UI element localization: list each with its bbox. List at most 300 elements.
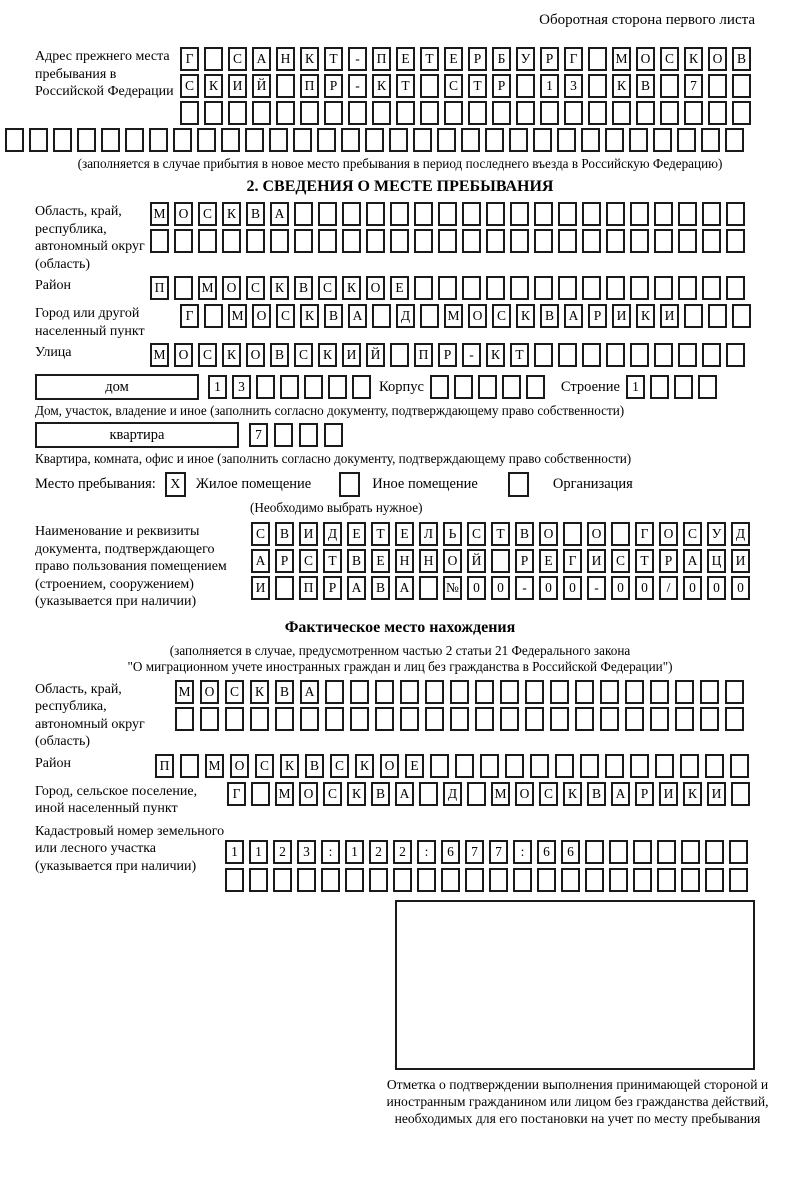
char-cell[interactable] [534, 276, 553, 300]
char-cell[interactable]: И [659, 782, 678, 806]
char-cell[interactable] [366, 229, 385, 253]
char-cell[interactable] [550, 707, 569, 731]
char-cell[interactable]: С [294, 343, 313, 367]
char-cell[interactable] [372, 304, 391, 328]
char-cell[interactable]: В [275, 680, 294, 704]
char-cell[interactable]: Д [396, 304, 415, 328]
char-cell[interactable] [585, 840, 604, 864]
char-cell[interactable]: : [417, 840, 436, 864]
char-cell[interactable]: Е [539, 549, 558, 573]
char-cell[interactable]: О [299, 782, 318, 806]
char-cell[interactable] [509, 128, 528, 152]
char-cell[interactable]: Е [390, 276, 409, 300]
char-cell[interactable] [492, 101, 511, 125]
char-cell[interactable]: 7 [684, 74, 703, 98]
char-cell[interactable] [467, 782, 486, 806]
char-cell[interactable]: А [348, 304, 367, 328]
char-cell[interactable] [414, 229, 433, 253]
char-cell[interactable]: В [540, 304, 559, 328]
char-cell[interactable] [630, 276, 649, 300]
char-cell[interactable]: А [611, 782, 630, 806]
char-cell[interactable]: 2 [369, 840, 388, 864]
char-cell[interactable]: В [275, 522, 294, 546]
char-cell[interactable]: И [299, 522, 318, 546]
char-cell[interactable] [625, 707, 644, 731]
char-cell[interactable] [605, 754, 624, 778]
char-cell[interactable] [726, 276, 745, 300]
char-cell[interactable]: 0 [731, 576, 750, 600]
char-cell[interactable]: С [660, 47, 679, 71]
char-cell[interactable] [325, 707, 344, 731]
char-cell[interactable]: С [180, 74, 199, 98]
char-cell[interactable]: Т [468, 74, 487, 98]
char-cell[interactable]: 0 [635, 576, 654, 600]
char-cell[interactable] [352, 375, 371, 399]
char-cell[interactable] [396, 101, 415, 125]
char-cell[interactable] [700, 680, 719, 704]
char-cell[interactable] [150, 229, 169, 253]
char-cell[interactable] [534, 229, 553, 253]
char-cell[interactable]: К [250, 680, 269, 704]
char-cell[interactable] [702, 343, 721, 367]
char-cell[interactable]: С [276, 304, 295, 328]
char-cell[interactable] [180, 754, 199, 778]
char-cell[interactable] [462, 229, 481, 253]
char-cell[interactable]: И [612, 304, 631, 328]
char-cell[interactable] [486, 276, 505, 300]
char-cell[interactable] [650, 680, 669, 704]
char-cell[interactable] [275, 576, 294, 600]
char-cell[interactable] [660, 101, 679, 125]
char-cell[interactable] [414, 276, 433, 300]
char-cell[interactable]: К [300, 47, 319, 71]
char-cell[interactable] [606, 202, 625, 226]
char-cell[interactable] [198, 229, 217, 253]
char-cell[interactable] [444, 101, 463, 125]
char-cell[interactable] [725, 680, 744, 704]
char-cell[interactable] [462, 202, 481, 226]
char-cell[interactable] [389, 128, 408, 152]
char-cell[interactable]: О [366, 276, 385, 300]
char-cell[interactable]: И [228, 74, 247, 98]
char-cell[interactable]: И [731, 549, 750, 573]
char-cell[interactable] [366, 202, 385, 226]
char-cell[interactable]: 1 [249, 840, 268, 864]
char-cell[interactable] [270, 229, 289, 253]
organization-checkbox[interactable] [508, 472, 529, 497]
char-cell[interactable] [276, 74, 295, 98]
char-cell[interactable] [675, 680, 694, 704]
char-cell[interactable]: Н [419, 549, 438, 573]
char-cell[interactable] [299, 423, 318, 447]
char-cell[interactable] [558, 276, 577, 300]
char-cell[interactable] [678, 202, 697, 226]
char-cell[interactable] [708, 74, 727, 98]
char-cell[interactable] [53, 128, 72, 152]
char-cell[interactable]: Р [540, 47, 559, 71]
char-cell[interactable] [438, 202, 457, 226]
char-cell[interactable] [297, 868, 316, 892]
char-cell[interactable]: Д [731, 522, 750, 546]
char-cell[interactable]: В [587, 782, 606, 806]
char-cell[interactable] [606, 276, 625, 300]
char-cell[interactable] [438, 276, 457, 300]
char-cell[interactable]: В [246, 202, 265, 226]
char-cell[interactable] [342, 229, 361, 253]
char-cell[interactable]: 6 [537, 840, 556, 864]
char-cell[interactable] [534, 202, 553, 226]
char-cell[interactable] [475, 680, 494, 704]
char-cell[interactable] [454, 375, 473, 399]
char-cell[interactable] [609, 840, 628, 864]
char-cell[interactable]: Е [395, 522, 414, 546]
char-cell[interactable] [681, 868, 700, 892]
char-cell[interactable]: Т [371, 522, 390, 546]
char-cell[interactable] [708, 101, 727, 125]
char-cell[interactable] [294, 202, 313, 226]
char-cell[interactable] [390, 202, 409, 226]
char-cell[interactable]: В [515, 522, 534, 546]
char-cell[interactable] [200, 707, 219, 731]
char-cell[interactable] [372, 101, 391, 125]
char-cell[interactable]: О [443, 549, 462, 573]
char-cell[interactable]: П [300, 74, 319, 98]
char-cell[interactable] [221, 128, 240, 152]
char-cell[interactable]: О [200, 680, 219, 704]
char-cell[interactable] [125, 128, 144, 152]
char-cell[interactable] [486, 229, 505, 253]
char-cell[interactable]: 6 [441, 840, 460, 864]
char-cell[interactable] [375, 707, 394, 731]
char-cell[interactable] [245, 128, 264, 152]
char-cell[interactable]: Т [323, 549, 342, 573]
char-cell[interactable] [341, 128, 360, 152]
char-cell[interactable] [491, 549, 510, 573]
char-cell[interactable]: Д [443, 782, 462, 806]
char-cell[interactable]: 3 [564, 74, 583, 98]
char-cell[interactable]: 2 [393, 840, 412, 864]
char-cell[interactable]: С [683, 522, 702, 546]
char-cell[interactable] [251, 782, 270, 806]
char-cell[interactable] [5, 128, 24, 152]
char-cell[interactable] [293, 128, 312, 152]
char-cell[interactable] [633, 840, 652, 864]
char-cell[interactable] [274, 423, 293, 447]
char-cell[interactable]: 0 [491, 576, 510, 600]
char-cell[interactable] [681, 840, 700, 864]
char-cell[interactable]: В [371, 576, 390, 600]
char-cell[interactable]: Р [635, 782, 654, 806]
char-cell[interactable]: К [516, 304, 535, 328]
char-cell[interactable]: 1 [208, 375, 227, 399]
char-cell[interactable]: К [372, 74, 391, 98]
char-cell[interactable] [654, 343, 673, 367]
char-cell[interactable] [478, 375, 497, 399]
char-cell[interactable]: В [732, 47, 751, 71]
char-cell[interactable] [657, 868, 676, 892]
char-cell[interactable] [600, 680, 619, 704]
char-cell[interactable] [702, 229, 721, 253]
char-cell[interactable] [174, 276, 193, 300]
char-cell[interactable]: К [355, 754, 374, 778]
char-cell[interactable]: С [198, 202, 217, 226]
char-cell[interactable]: Г [227, 782, 246, 806]
char-cell[interactable] [430, 375, 449, 399]
char-cell[interactable]: Р [324, 74, 343, 98]
char-cell[interactable]: С [611, 549, 630, 573]
char-cell[interactable]: 7 [489, 840, 508, 864]
char-cell[interactable] [513, 868, 532, 892]
char-cell[interactable] [609, 868, 628, 892]
char-cell[interactable] [705, 868, 724, 892]
char-cell[interactable] [654, 229, 673, 253]
char-cell[interactable] [540, 101, 559, 125]
char-cell[interactable]: И [660, 304, 679, 328]
char-cell[interactable] [256, 375, 275, 399]
char-cell[interactable]: 1 [540, 74, 559, 98]
char-cell[interactable] [249, 868, 268, 892]
char-cell[interactable] [732, 304, 751, 328]
char-cell[interactable]: С [255, 754, 274, 778]
char-cell[interactable]: М [275, 782, 294, 806]
char-cell[interactable] [420, 74, 439, 98]
char-cell[interactable]: 6 [561, 840, 580, 864]
char-cell[interactable] [684, 304, 703, 328]
house-type-box[interactable]: дом [35, 374, 199, 400]
char-cell[interactable]: К [683, 782, 702, 806]
char-cell[interactable] [348, 101, 367, 125]
char-cell[interactable] [250, 707, 269, 731]
char-cell[interactable] [29, 128, 48, 152]
char-cell[interactable]: Р [468, 47, 487, 71]
char-cell[interactable] [300, 101, 319, 125]
char-cell[interactable] [390, 229, 409, 253]
char-cell[interactable]: О [174, 343, 193, 367]
char-cell[interactable]: М [612, 47, 631, 71]
char-cell[interactable] [564, 101, 583, 125]
char-cell[interactable]: Й [252, 74, 271, 98]
char-cell[interactable] [400, 680, 419, 704]
char-cell[interactable]: У [516, 47, 535, 71]
char-cell[interactable] [705, 840, 724, 864]
char-cell[interactable] [342, 202, 361, 226]
char-cell[interactable]: № [443, 576, 462, 600]
char-cell[interactable]: П [299, 576, 318, 600]
char-cell[interactable] [375, 680, 394, 704]
char-cell[interactable]: Н [276, 47, 295, 71]
char-cell[interactable] [425, 680, 444, 704]
char-cell[interactable] [365, 128, 384, 152]
char-cell[interactable] [698, 375, 717, 399]
char-cell[interactable]: П [150, 276, 169, 300]
other-premises-checkbox[interactable] [339, 472, 360, 497]
char-cell[interactable]: Р [588, 304, 607, 328]
char-cell[interactable]: 3 [232, 375, 251, 399]
char-cell[interactable] [318, 202, 337, 226]
char-cell[interactable] [304, 375, 323, 399]
apartment-type-box[interactable]: квартира [35, 422, 239, 448]
char-cell[interactable]: М [150, 343, 169, 367]
char-cell[interactable]: Е [396, 47, 415, 71]
char-cell[interactable]: О [587, 522, 606, 546]
char-cell[interactable] [588, 101, 607, 125]
char-cell[interactable]: - [515, 576, 534, 600]
char-cell[interactable]: К [222, 202, 241, 226]
char-cell[interactable] [588, 74, 607, 98]
char-cell[interactable]: Т [396, 74, 415, 98]
char-cell[interactable] [660, 74, 679, 98]
char-cell[interactable]: Г [180, 304, 199, 328]
char-cell[interactable] [633, 868, 652, 892]
char-cell[interactable] [582, 343, 601, 367]
char-cell[interactable] [625, 680, 644, 704]
char-cell[interactable]: О [174, 202, 193, 226]
char-cell[interactable]: В [347, 549, 366, 573]
char-cell[interactable] [678, 229, 697, 253]
char-cell[interactable] [558, 343, 577, 367]
char-cell[interactable]: С [539, 782, 558, 806]
char-cell[interactable]: 1 [626, 375, 645, 399]
char-cell[interactable]: А [683, 549, 702, 573]
char-cell[interactable]: / [659, 576, 678, 600]
char-cell[interactable] [149, 128, 168, 152]
char-cell[interactable] [280, 375, 299, 399]
char-cell[interactable] [731, 782, 750, 806]
char-cell[interactable]: А [300, 680, 319, 704]
char-cell[interactable] [450, 707, 469, 731]
char-cell[interactable]: К [280, 754, 299, 778]
char-cell[interactable] [485, 128, 504, 152]
char-cell[interactable] [558, 229, 577, 253]
char-cell[interactable]: - [587, 576, 606, 600]
char-cell[interactable] [675, 707, 694, 731]
char-cell[interactable] [526, 375, 545, 399]
char-cell[interactable] [650, 707, 669, 731]
char-cell[interactable]: М [150, 202, 169, 226]
char-cell[interactable] [533, 128, 552, 152]
char-cell[interactable] [420, 304, 439, 328]
char-cell[interactable] [730, 754, 749, 778]
char-cell[interactable]: В [324, 304, 343, 328]
char-cell[interactable]: С [198, 343, 217, 367]
char-cell[interactable]: О [252, 304, 271, 328]
char-cell[interactable]: О [246, 343, 265, 367]
char-cell[interactable] [228, 101, 247, 125]
char-cell[interactable]: Т [324, 47, 343, 71]
char-cell[interactable] [588, 47, 607, 71]
char-cell[interactable] [558, 202, 577, 226]
char-cell[interactable] [678, 343, 697, 367]
char-cell[interactable] [555, 754, 574, 778]
char-cell[interactable] [393, 868, 412, 892]
char-cell[interactable] [582, 276, 601, 300]
char-cell[interactable] [732, 74, 751, 98]
char-cell[interactable]: К [204, 74, 223, 98]
char-cell[interactable] [324, 101, 343, 125]
char-cell[interactable]: Г [564, 47, 583, 71]
char-cell[interactable] [636, 101, 655, 125]
char-cell[interactable]: 3 [297, 840, 316, 864]
char-cell[interactable] [575, 707, 594, 731]
char-cell[interactable]: К [222, 343, 241, 367]
char-cell[interactable] [732, 101, 751, 125]
char-cell[interactable] [317, 128, 336, 152]
char-cell[interactable] [438, 229, 457, 253]
char-cell[interactable]: 7 [249, 423, 268, 447]
char-cell[interactable] [674, 375, 693, 399]
char-cell[interactable]: Д [323, 522, 342, 546]
char-cell[interactable] [605, 128, 624, 152]
char-cell[interactable] [684, 101, 703, 125]
char-cell[interactable] [325, 680, 344, 704]
char-cell[interactable] [461, 128, 480, 152]
char-cell[interactable]: 1 [345, 840, 364, 864]
char-cell[interactable] [510, 276, 529, 300]
char-cell[interactable] [275, 707, 294, 731]
char-cell[interactable]: Й [366, 343, 385, 367]
char-cell[interactable] [441, 868, 460, 892]
char-cell[interactable]: А [252, 47, 271, 71]
char-cell[interactable]: К [300, 304, 319, 328]
char-cell[interactable] [390, 343, 409, 367]
char-cell[interactable] [677, 128, 696, 152]
char-cell[interactable] [654, 276, 673, 300]
char-cell[interactable]: 2 [273, 840, 292, 864]
char-cell[interactable]: М [491, 782, 510, 806]
char-cell[interactable]: О [708, 47, 727, 71]
char-cell[interactable] [419, 782, 438, 806]
char-cell[interactable] [582, 229, 601, 253]
char-cell[interactable]: Т [510, 343, 529, 367]
char-cell[interactable]: Й [467, 549, 486, 573]
char-cell[interactable]: С [492, 304, 511, 328]
char-cell[interactable]: А [395, 576, 414, 600]
char-cell[interactable]: С [330, 754, 349, 778]
char-cell[interactable]: Б [492, 47, 511, 71]
char-cell[interactable]: К [636, 304, 655, 328]
char-cell[interactable] [580, 754, 599, 778]
char-cell[interactable] [101, 128, 120, 152]
char-cell[interactable]: О [468, 304, 487, 328]
char-cell[interactable]: К [347, 782, 366, 806]
char-cell[interactable]: Р [275, 549, 294, 573]
char-cell[interactable]: С [246, 276, 265, 300]
char-cell[interactable]: К [318, 343, 337, 367]
char-cell[interactable]: Е [371, 549, 390, 573]
char-cell[interactable] [701, 128, 720, 152]
char-cell[interactable]: А [564, 304, 583, 328]
char-cell[interactable]: Г [563, 549, 582, 573]
char-cell[interactable] [417, 868, 436, 892]
char-cell[interactable] [654, 202, 673, 226]
char-cell[interactable] [510, 202, 529, 226]
char-cell[interactable]: - [348, 47, 367, 71]
char-cell[interactable] [425, 707, 444, 731]
char-cell[interactable]: О [230, 754, 249, 778]
char-cell[interactable] [500, 680, 519, 704]
char-cell[interactable] [582, 202, 601, 226]
char-cell[interactable]: 7 [465, 840, 484, 864]
char-cell[interactable]: - [462, 343, 481, 367]
char-cell[interactable] [414, 202, 433, 226]
char-cell[interactable] [563, 522, 582, 546]
char-cell[interactable] [345, 868, 364, 892]
char-cell[interactable]: О [380, 754, 399, 778]
char-cell[interactable] [318, 229, 337, 253]
char-cell[interactable] [655, 754, 674, 778]
char-cell[interactable]: С [251, 522, 270, 546]
char-cell[interactable] [516, 74, 535, 98]
